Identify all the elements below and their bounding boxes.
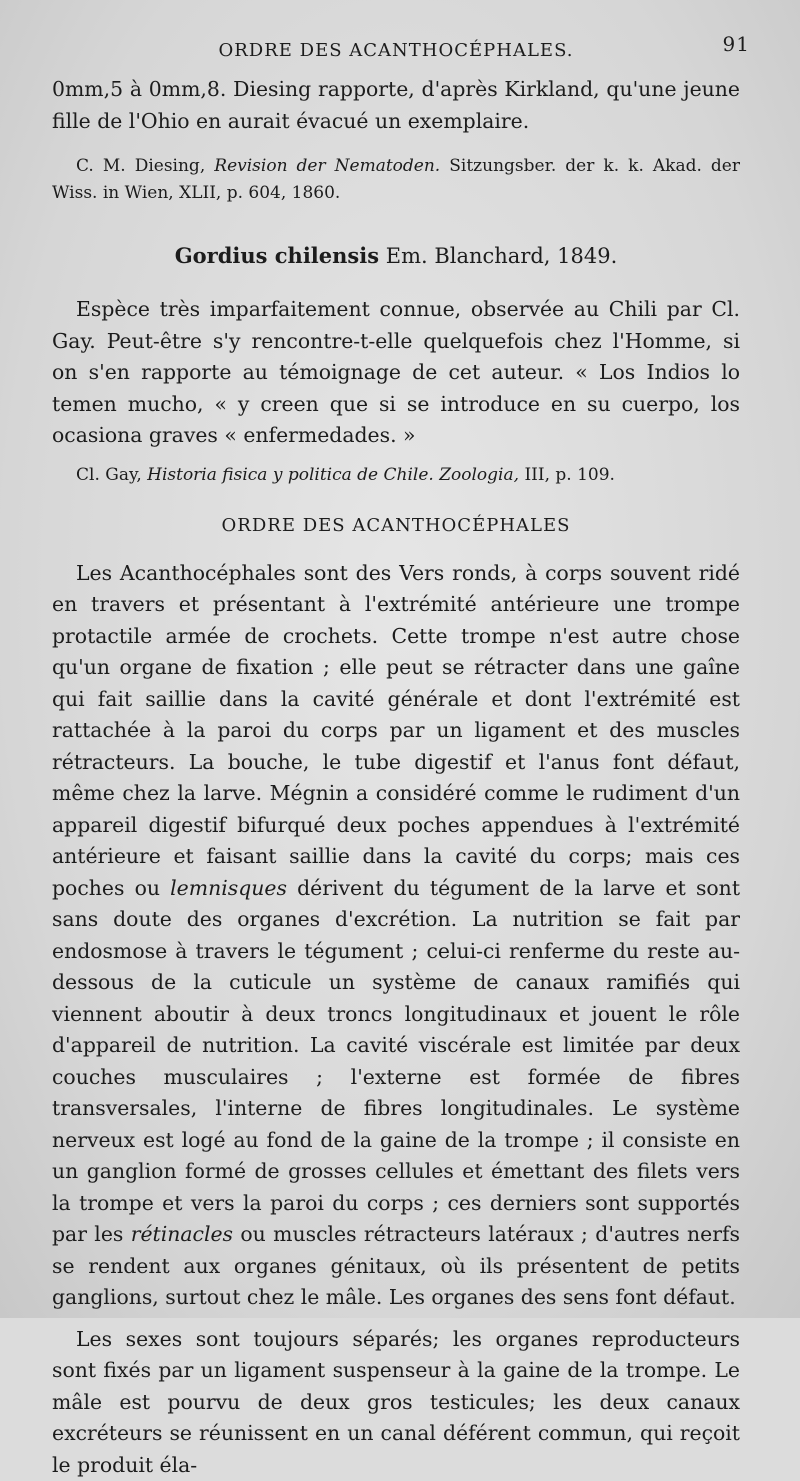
page-number: 91 xyxy=(723,32,750,56)
diesing-reference xyxy=(52,153,740,207)
paragraph-text: Les Acanthocéphales sont des Vers ronds, à corps souvent ridé en travers et présentant à l'extrémité antérieure une trompe protactile armée de crochets. Cette trompe n'est autre chose qu'un organe de fixation ; elle peut se rétracter dans une gaîne qui fait saillie dans la cavité générale et dont l'extrémité est rattachée à la paroi du corps par un ligament et des muscles rétracteurs. La bouche, le tube digestif et l'anus font défaut, même chez la larve. Mégnin a considéré comme le rudiment d'un appareil digestif bifurqué deux poches appendues à l'extrémité antérieure et faisant saillie dans la cavité du corps; mais ces poches ou xyxy=(52,561,740,900)
species-heading xyxy=(52,243,740,268)
gay-reference xyxy=(52,462,740,489)
ref-author: C. M. Diesing, xyxy=(76,156,205,176)
acanthocephala-paragraph-1 xyxy=(52,558,740,1314)
paragraph-text: dérivent du tégument de la larve et sont sans doute des organes d'excrétion. La nutrition se fait par endosmose à travers le tégument ; celui-ci renferme du reste au-dessous de la cuticule un système de canaux ramifiés qui viennent aboutir à deux troncs longitudinaux et jouent le rôle d'appareil de nutrition. La cavité viscérale est limitée par deux couches musculaires ; l'externe est formée de fibres transversales, l'interne de fibres longitudinales. Le système nerveux est logé au fond de la gaine de la trompe ; il consiste en un ganglion formé de grosses cellules et émettant des filets vers la trompe et vers la paroi du corps ; ces derniers sont supportés par les xyxy=(52,876,740,1247)
term-lemnisques: lemnisques xyxy=(170,876,287,900)
ref-title: Revision der Nematoden. xyxy=(214,156,440,176)
running-title: ORDRE DES ACANTHOCÉPHALES. xyxy=(219,40,574,61)
term-retinacles: rétinacles xyxy=(131,1222,233,1246)
species-authority: Em. Blanchard, 1849. xyxy=(386,244,618,268)
ref-title: Historia fisica y politica de Chile. Zoologia, xyxy=(147,465,519,485)
running-head xyxy=(52,30,740,74)
paragraph-text: ou muscles rétracteurs latéraux ; d'autres nerfs se rendent aux organes génitaux, où ils présentent de petits ganglions, surtout chez le mâle. Les organes des sens font défaut. xyxy=(52,1222,740,1309)
ref-details: III, p. 109. xyxy=(524,465,615,485)
ref-details: Sitzungsber. der k. k. Akad. der Wiss. in Wien, XLII, p. 604, 1860. xyxy=(52,156,740,203)
section-title: ORDRE DES ACANTHOCÉPHALES xyxy=(52,515,740,536)
species-name: Gordius chilensis xyxy=(175,243,379,268)
diesing-paragraph: 0mm,5 à 0mm,8. Diesing rapporte, d'après Kirkland, qu'une jeune fille de l'Ohio en aurait évacué un exemplaire. xyxy=(52,74,740,137)
acanthocephala-paragraph-2: Les sexes sont toujours séparés; les organes reproducteurs sont fixés par un ligament suspenseur à la gaine de la trompe. Le mâle est pourvu de deux gros testicules; les deux canaux excréteurs se réunissent en un canal déférent commun, qui reçoit le produit éla- xyxy=(52,1324,740,1481)
gordius-paragraph: Espèce très imparfaitement connue, observée au Chili par Cl. Gay. Peut-être s'y rencontre-t-elle quelquefois chez l'Homme, si on s'en rapporte au témoignage de cet auteur. « Los Indios lo temen mucho, « y creen que si se introduce en su cuerpo, los ocasiona graves « enfermedades. » xyxy=(52,294,740,452)
ref-author: Cl. Gay, xyxy=(76,465,142,485)
